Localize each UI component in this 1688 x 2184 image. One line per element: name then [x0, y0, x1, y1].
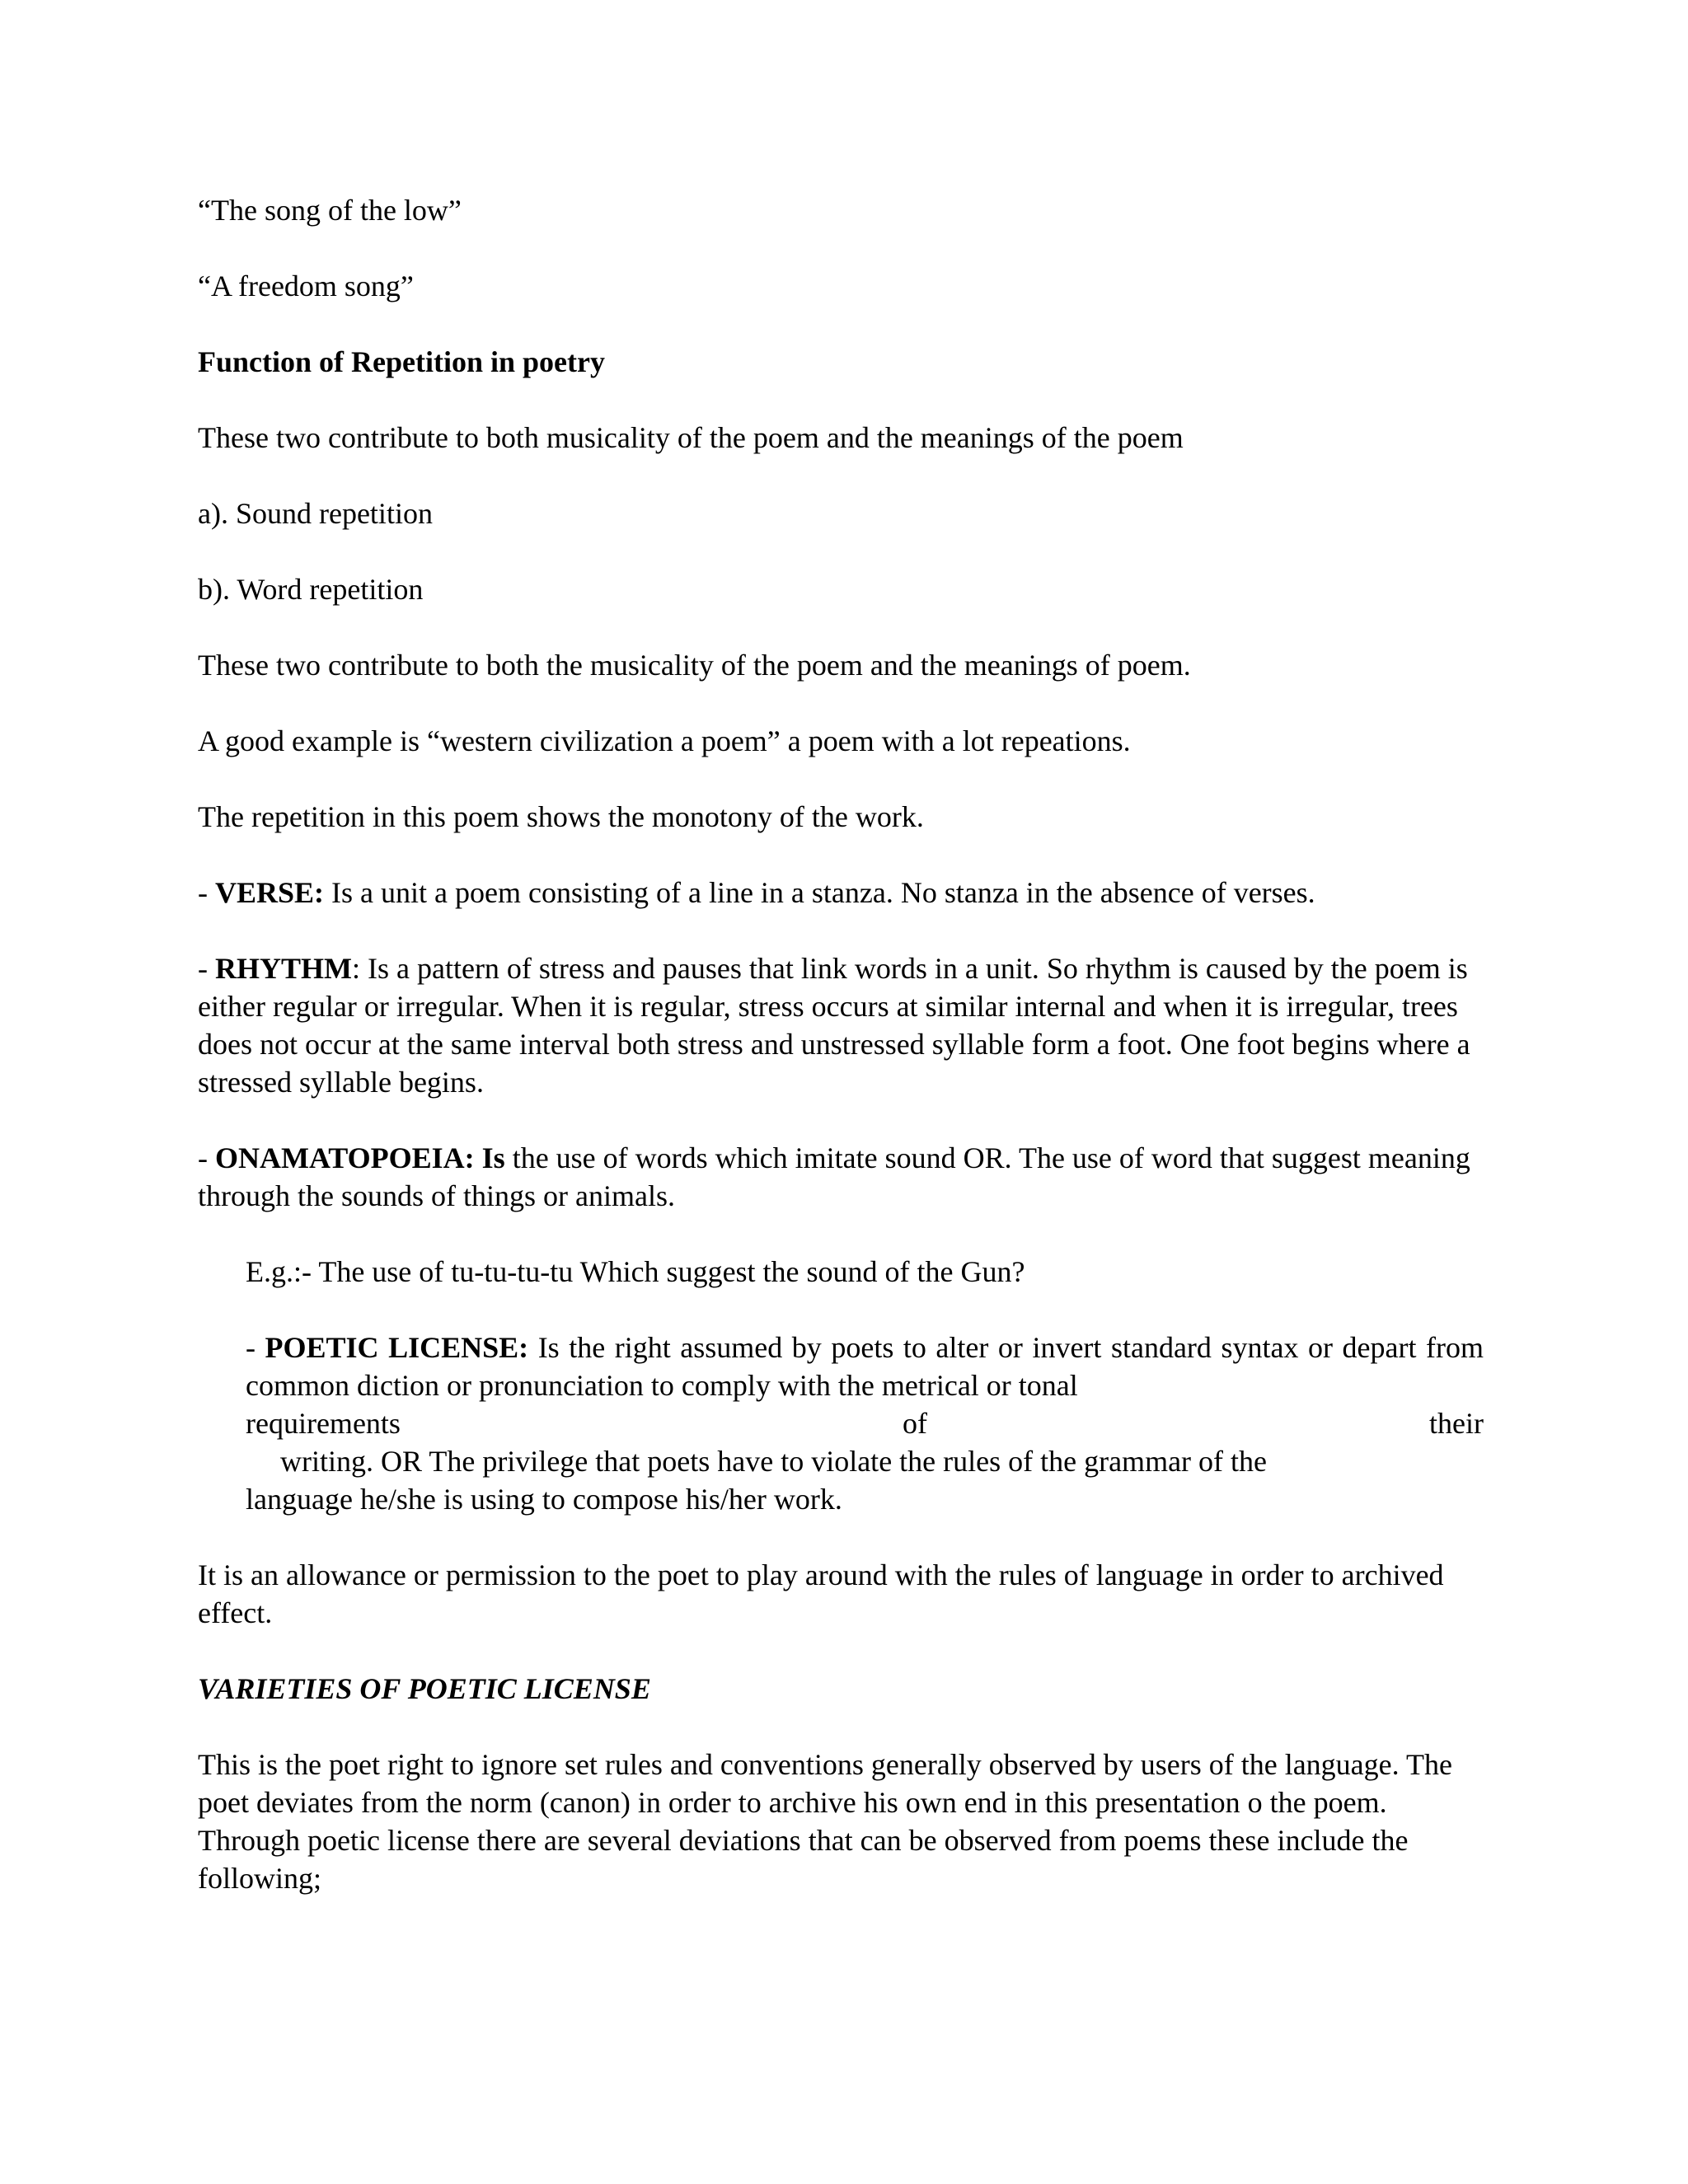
- word-their: their: [1429, 1407, 1484, 1440]
- definition-rhythm: [198, 949, 1484, 1101]
- paragraph-contribute-1: These two contribute to both musicality of the poem and the meanings of the poem: [198, 421, 1184, 454]
- definition-text: Is a unit a poem consisting of a line in a stanza. No stanza in the absence of verses.: [324, 876, 1315, 909]
- list-item-word-repetition: b). Word repetition: [198, 573, 424, 606]
- definition-prefix: -: [198, 1141, 215, 1174]
- paragraph-contribute-2: These two contribute to both the musicality of the poem and the meanings of poem.: [198, 649, 1191, 682]
- definition-text: the use of words which imitate sound OR. The use of word that suggest meaning through the sounds of things or animals.: [198, 1141, 1470, 1212]
- term-onomatopoeia: ONAMATOPOEIA: Is: [215, 1141, 505, 1174]
- heading-varieties-of-poetic-license: VARIETIES OF POETIC LICENSE: [198, 1672, 651, 1705]
- example-gun-sound: E.g.:- The use of tu-tu-tu-tu Which suggest the sound of the Gun?: [246, 1255, 1025, 1288]
- definition-onomatopoeia: [198, 1139, 1484, 1215]
- paragraph-example: A good example is “western civilization a poem” a poem with a lot repeations.: [198, 724, 1131, 757]
- definition-prefix: -: [198, 876, 215, 909]
- term-rhythm: RHYTHM: [215, 952, 352, 985]
- heading-function-of-repetition: Function of Repetition in poetry: [198, 345, 605, 378]
- paragraph-monotony: The repetition in this poem shows the monotony of the work.: [198, 800, 924, 833]
- definition-prefix: -: [198, 952, 215, 985]
- paragraph-allowance: It is an allowance or permission to the poet to play around with the rules of language in order to archived effect.: [198, 1558, 1444, 1629]
- poetic-license-end: language he/she is using to compose his/her work.: [246, 1483, 842, 1516]
- term-verse: VERSE:: [215, 876, 325, 909]
- poetic-license-spread-line: [246, 1404, 1484, 1442]
- definition-text: Is the right assumed by poets to alter or invert standard syntax or depart from common diction or pronunciation to comply with the metrical or tonal: [246, 1331, 1484, 1402]
- quote-song-of-the-low: “The song of the low”: [198, 194, 462, 227]
- poetic-license-main: [246, 1329, 1484, 1404]
- list-item-sound-repetition: a). Sound repetition: [198, 497, 433, 530]
- definition-verse: [198, 874, 1484, 912]
- word-requirements: requirements: [246, 1407, 401, 1440]
- paragraph-varieties: This is the poet right to ignore set rules and conventions generally observed by users of the language. The poet deviates from the norm (canon) in order to archive his own end in this presentation o the poem. Through poetic license there are several deviations that can be observed from poems these include the following;: [198, 1748, 1452, 1895]
- quote-freedom-song: “A freedom song”: [198, 269, 414, 302]
- definition-poetic-license: [246, 1329, 1484, 1518]
- word-of: of: [902, 1407, 927, 1440]
- poetic-license-continuation: writing. OR The privilege that poets have to violate the rules of the grammar of the: [280, 1445, 1267, 1478]
- document-page: [198, 191, 1484, 1897]
- definition-text: : Is a pattern of stress and pauses that link words in a unit. So rhythm is caused by the poem is either regular or irregular. When it is regular, stress occurs at similar internal and when it is irregular, trees does not occur at the same interval both stress and unstressed syllable form a foot. One foot begins where a stressed syllable begins.: [198, 952, 1470, 1099]
- term-poetic-license: POETIC LICENSE:: [265, 1331, 529, 1364]
- definition-prefix: -: [246, 1331, 265, 1364]
